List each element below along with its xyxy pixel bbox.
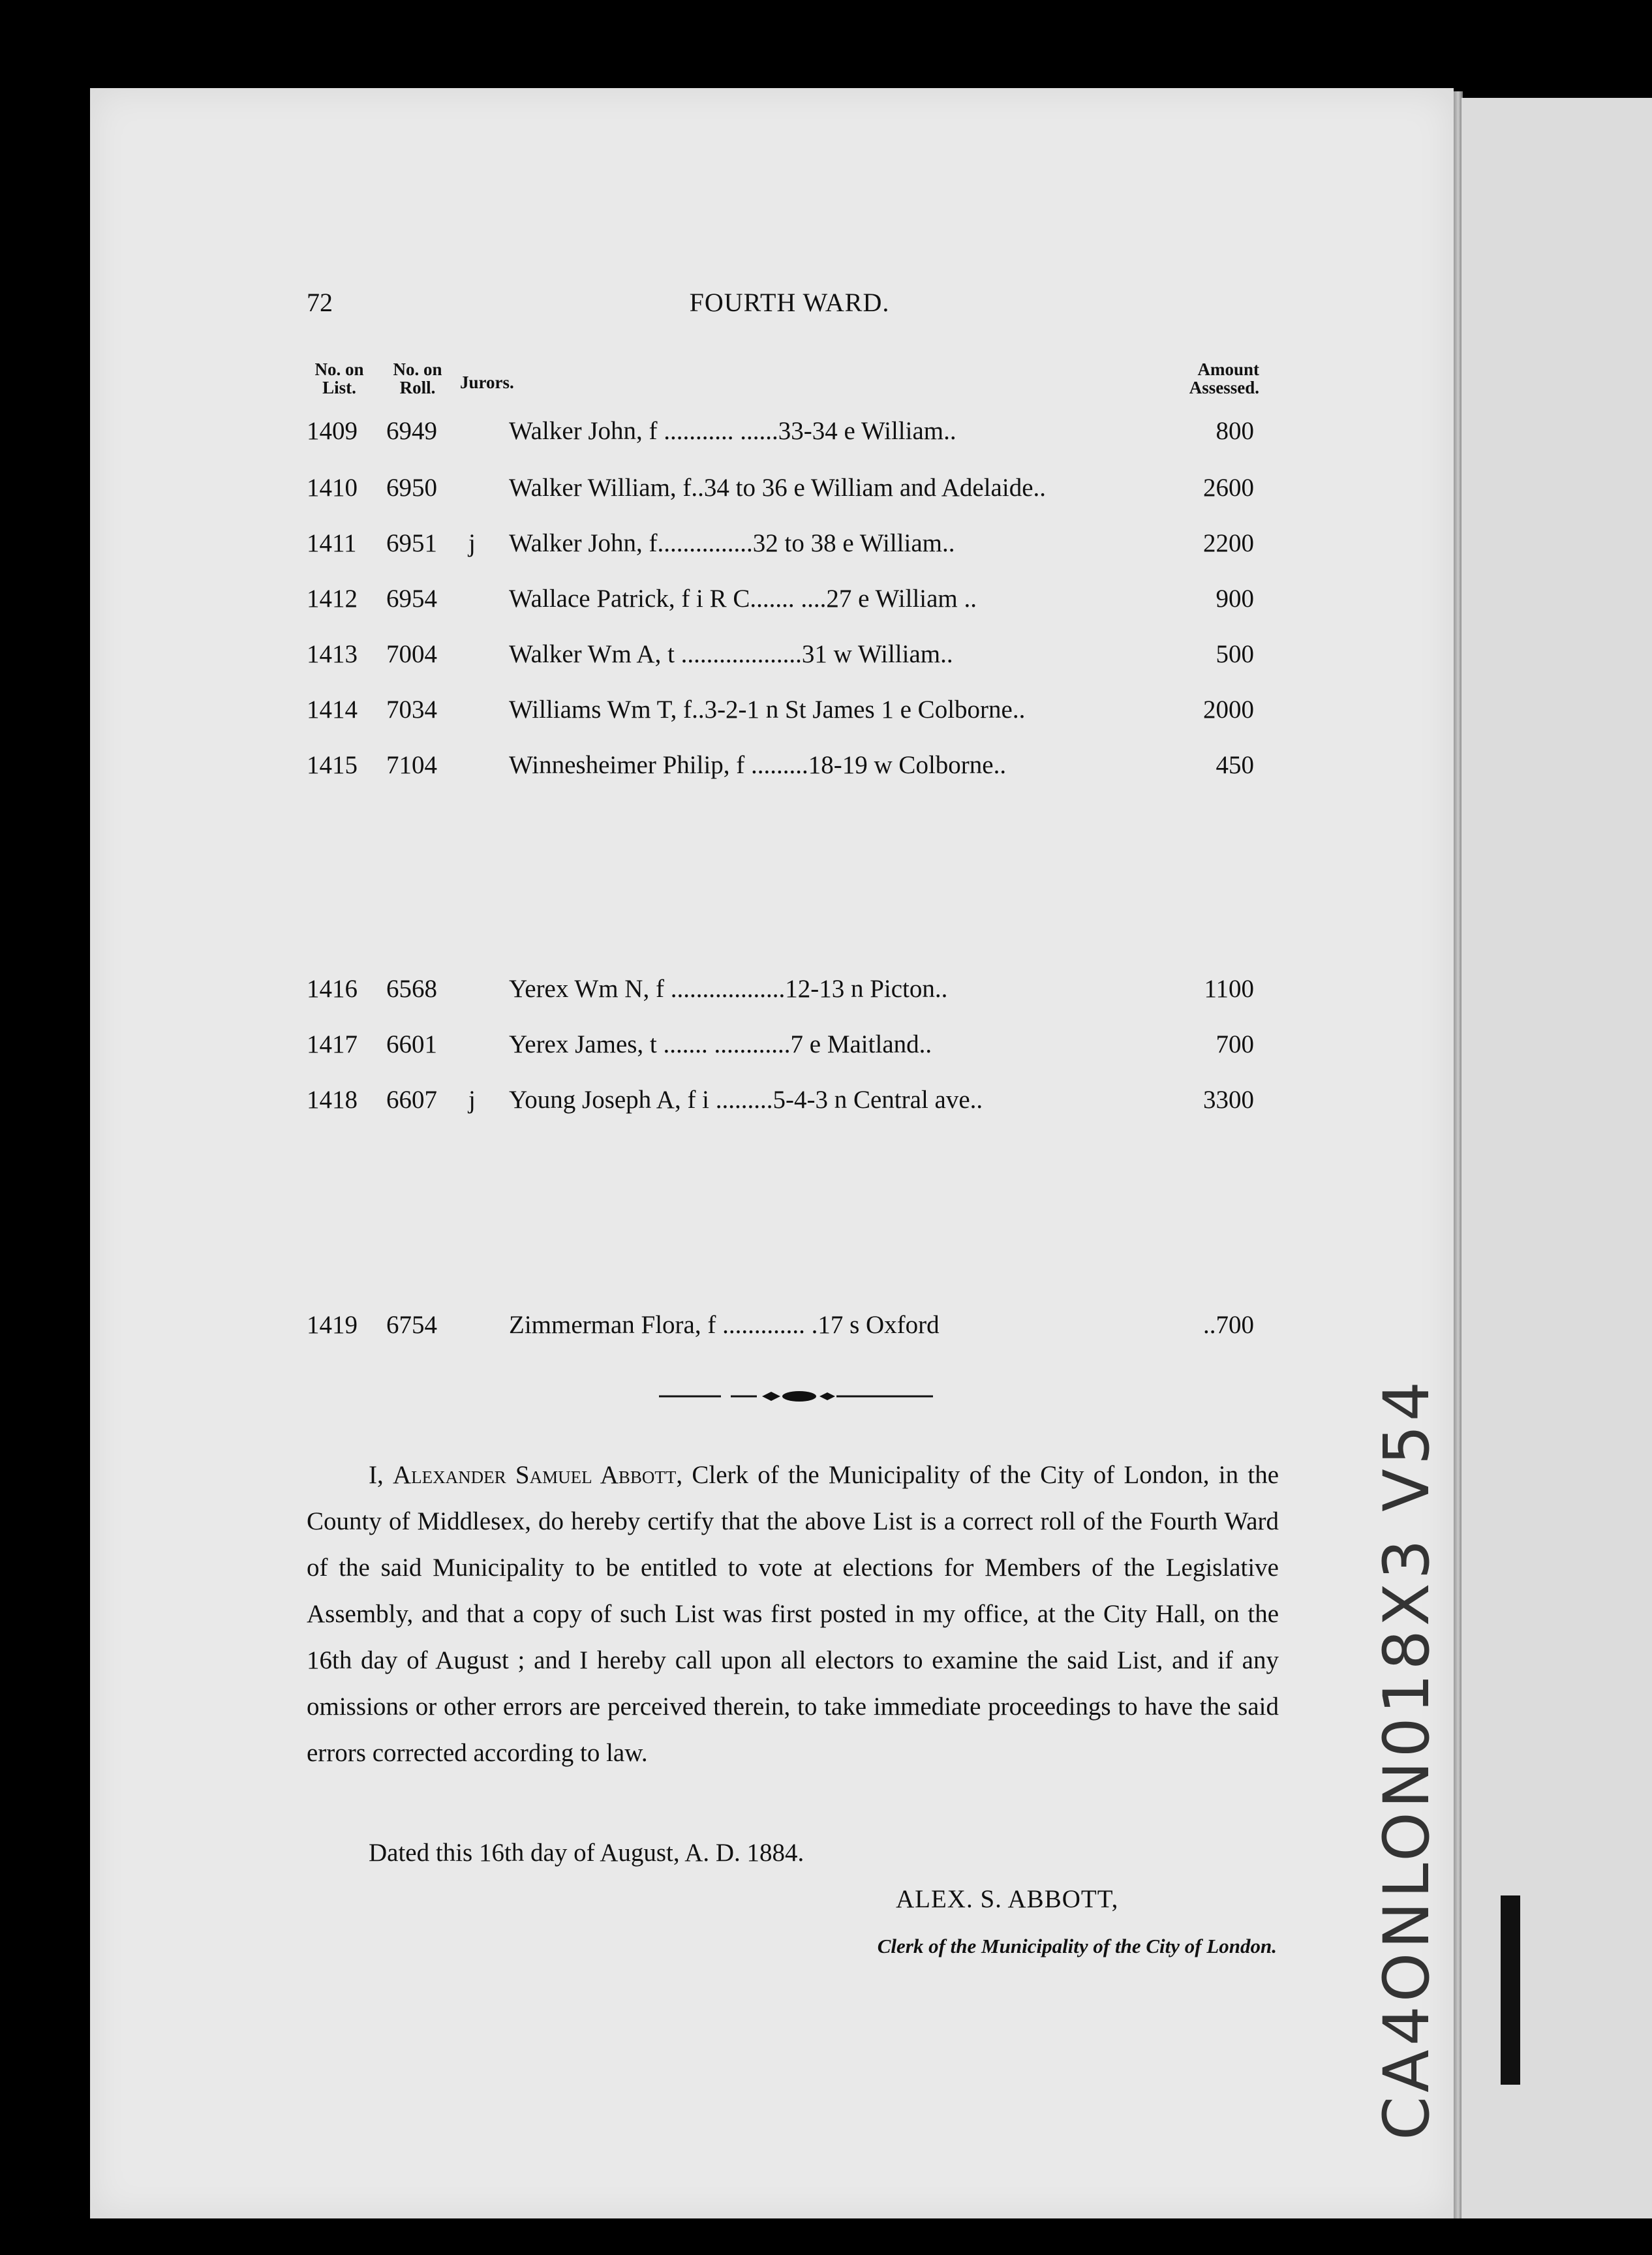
dated-line: Dated this 16th day of August, A. D. 1884. bbox=[369, 1839, 804, 1867]
list-row bbox=[307, 750, 1272, 790]
list-number: 1413 bbox=[307, 640, 358, 668]
cert-body: Clerk of the Municipality of the City of London, in the County of Middlesex, do hereby certify that the above List is a correct roll of the Fourth Ward of the said Municipality to be entitled to vote at elections for Members of the Legislative Assembly, and that a copy of such List was first posted in my office, at the City Hall, on the 16th day of August ; and I hereby call upon all electors to examine the said List, and if any omissions or other errors are perceived therein, to take immediate proceedings to have the said errors corrected according to law. bbox=[307, 1461, 1279, 1767]
entry-text: Winnesheimer Philip, f .........18-19 w Colborne.. bbox=[509, 751, 1007, 779]
amount-assessed: 450 bbox=[1216, 751, 1254, 779]
list-row bbox=[307, 1030, 1272, 1069]
amount-assessed: 2200 bbox=[1203, 529, 1254, 557]
list-number: 1415 bbox=[307, 751, 358, 779]
entry-text: Yerex Wm N, f ..................12-13 n Picton.. bbox=[509, 975, 948, 1003]
roll-number: 6607 bbox=[386, 1086, 437, 1114]
ornamental-divider bbox=[659, 1387, 933, 1406]
list-row bbox=[307, 974, 1272, 1013]
roll-number: 6601 bbox=[386, 1030, 437, 1058]
entry-text: Walker Wm A, t ...................31 w William.. bbox=[509, 640, 953, 668]
list-row bbox=[307, 695, 1272, 734]
list-row bbox=[307, 1310, 1272, 1349]
juror-mark: j bbox=[468, 529, 476, 557]
entry-text: Yerex James, t ....... ............7 e Maitland.. bbox=[509, 1030, 932, 1058]
adjacent-page-edge bbox=[1461, 98, 1652, 2218]
signature-title: Clerk of the Municipality of the City of London. bbox=[877, 1935, 1277, 1957]
list-row bbox=[307, 1085, 1272, 1124]
roll-number: 6568 bbox=[386, 975, 437, 1003]
amount-assessed: 700 bbox=[1216, 1030, 1254, 1058]
roll-number: 7034 bbox=[386, 696, 437, 724]
cert-opening: I, bbox=[369, 1461, 384, 1489]
list-number: 1416 bbox=[307, 975, 358, 1003]
list-row bbox=[307, 473, 1272, 512]
entry-text: Walker William, f..34 to 36 e William and Adelaide.. bbox=[509, 474, 1046, 502]
entry-text: Young Joseph A, f i .........5-4-3 n Central ave.. bbox=[509, 1086, 983, 1114]
amount-assessed: 2600 bbox=[1203, 474, 1254, 502]
list-number: 1418 bbox=[307, 1086, 358, 1114]
header-amount-assessed: Amount Assessed. bbox=[1189, 360, 1259, 397]
list-row bbox=[307, 639, 1272, 679]
list-row bbox=[307, 416, 1272, 455]
amount-assessed: 900 bbox=[1216, 585, 1254, 613]
roll-number: 6954 bbox=[386, 585, 437, 613]
list-number: 1412 bbox=[307, 585, 358, 613]
list-number: 1411 bbox=[307, 529, 357, 557]
clerk-certificate bbox=[307, 1452, 1279, 1776]
column-headers bbox=[307, 360, 1272, 406]
handwritten-call-number: CA4ONLON018X3 V54 bbox=[1370, 1377, 1443, 2140]
list-number: 1414 bbox=[307, 696, 358, 724]
list-number: 1410 bbox=[307, 474, 358, 502]
amount-assessed: 800 bbox=[1216, 417, 1254, 445]
list-row bbox=[307, 529, 1272, 568]
running-head bbox=[307, 287, 1272, 326]
roll-number: 7004 bbox=[386, 640, 437, 668]
entry-text: Wallace Patrick, f i R C....... ....27 e William .. bbox=[509, 585, 977, 613]
roll-number: 7104 bbox=[386, 751, 437, 779]
paper-sheet bbox=[90, 88, 1454, 2218]
dark-marker-bar bbox=[1501, 1895, 1520, 2085]
amount-assessed: 3300 bbox=[1203, 1086, 1254, 1114]
entry-text: Zimmerman Flora, f ............. .17 s Oxford bbox=[509, 1311, 940, 1339]
roll-number: 6950 bbox=[386, 474, 437, 502]
signature-name: ALEX. S. ABBOTT, bbox=[896, 1885, 1119, 1913]
header-jurors: Jurors. bbox=[460, 373, 514, 392]
list-row bbox=[307, 584, 1272, 623]
list-number: 1419 bbox=[307, 1311, 358, 1339]
list-number: 1409 bbox=[307, 417, 358, 445]
amount-assessed: 2000 bbox=[1203, 696, 1254, 724]
list-number: 1417 bbox=[307, 1030, 358, 1058]
entry-text: Williams Wm T, f..3-2-1 n St James 1 e Colborne.. bbox=[509, 696, 1026, 724]
header-no-on-list: No. on List. bbox=[314, 360, 364, 397]
roll-number: 6754 bbox=[386, 1311, 437, 1339]
header-no-on-roll: No. on Roll. bbox=[393, 360, 442, 397]
page-number: 72 bbox=[307, 288, 333, 317]
entry-text: Walker John, f...............32 to 38 e William.. bbox=[509, 529, 955, 557]
juror-mark: j bbox=[468, 1086, 476, 1114]
amount-assessed: ..700 bbox=[1203, 1311, 1254, 1339]
clerk-name: Alexander Samuel Abbott, bbox=[393, 1461, 683, 1489]
amount-assessed: 1100 bbox=[1204, 975, 1254, 1003]
page-title: FOURTH WARD. bbox=[689, 288, 890, 317]
roll-number: 6949 bbox=[386, 417, 437, 445]
amount-assessed: 500 bbox=[1216, 640, 1254, 668]
roll-number: 6951 bbox=[386, 529, 437, 557]
entry-text: Walker John, f ........... ......33-34 e William.. bbox=[509, 417, 956, 445]
